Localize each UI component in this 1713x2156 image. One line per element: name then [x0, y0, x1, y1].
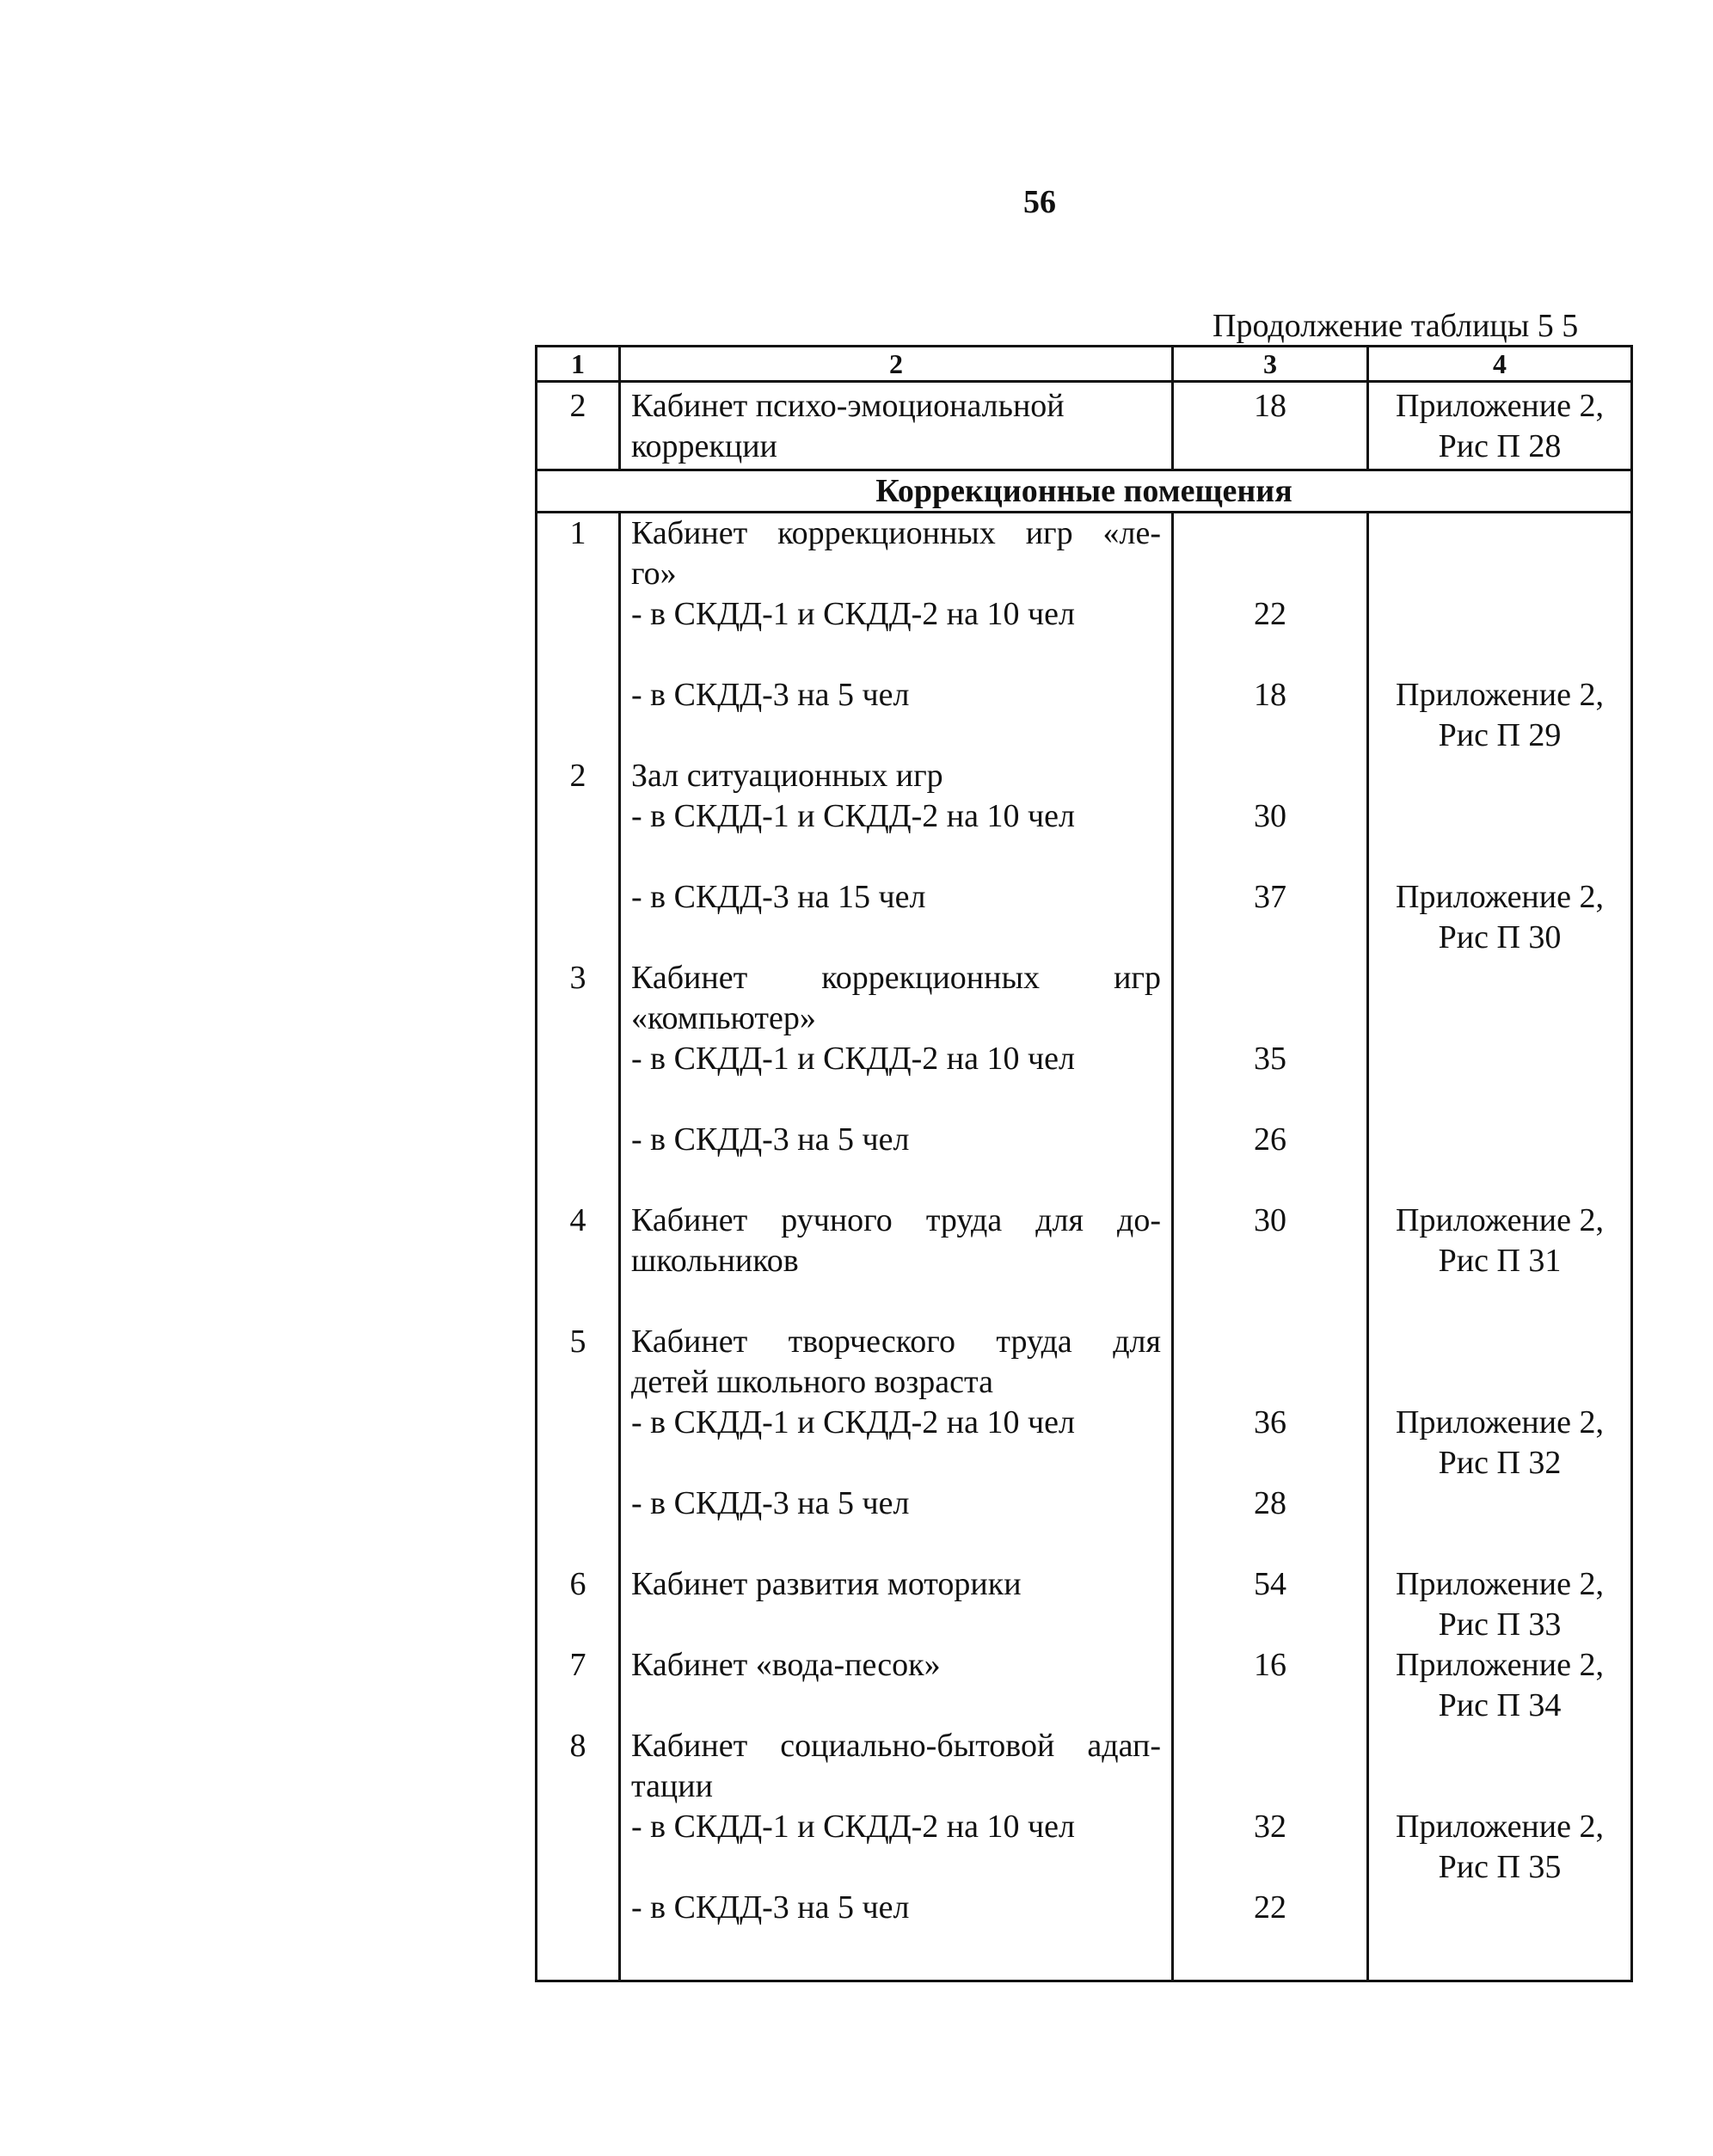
empty-cell	[537, 1362, 620, 1403]
table-row	[537, 594, 1632, 635]
empty-cell	[537, 594, 620, 635]
room-name	[620, 382, 1173, 470]
empty-cell	[1173, 513, 1368, 555]
empty-cell	[1173, 1847, 1368, 1888]
row-number: 7	[537, 1645, 620, 1686]
room-area: 30	[1173, 796, 1368, 837]
room-reference: Рис П 32	[1368, 1443, 1632, 1483]
table-row	[537, 1605, 1632, 1645]
row-number: 2	[537, 382, 620, 470]
empty-cell	[1368, 513, 1632, 555]
empty-cell	[1368, 1483, 1632, 1524]
room-area: 36	[1173, 1403, 1368, 1443]
empty-cell	[537, 1686, 620, 1726]
empty-cell	[537, 1039, 620, 1079]
table-row	[537, 1322, 1632, 1362]
empty-cell	[537, 796, 620, 837]
empty-cell	[1173, 1686, 1368, 1726]
table-row	[537, 1726, 1632, 1766]
room-name-line: коррекции	[631, 428, 777, 464]
room-area: 37	[1173, 877, 1368, 918]
row-number: 2	[537, 756, 620, 796]
header-col-4: 4	[1368, 347, 1632, 382]
reference-line: Рис П 28	[1438, 428, 1562, 464]
empty-cell	[537, 1241, 620, 1281]
room-name: Кабинет ручного труда для до-	[620, 1201, 1173, 1241]
room-name: Зал ситуационных игр	[620, 756, 1173, 796]
empty-cell	[1368, 554, 1632, 594]
row-number: 6	[537, 1564, 620, 1605]
spacer-row	[537, 837, 1632, 877]
spacer-row	[537, 1079, 1632, 1120]
room-name: Кабинет «вода-песок»	[620, 1645, 1173, 1686]
section-title: Коррекционные помещения	[537, 470, 1632, 513]
sub-item: - в СКДД-1 и СКДД-2 на 10 чел	[620, 1807, 1173, 1847]
empty-cell	[1368, 796, 1632, 837]
empty-cell	[620, 918, 1173, 958]
room-name: школьников	[620, 1241, 1173, 1281]
empty-cell	[1368, 1888, 1632, 1928]
empty-cell	[1368, 756, 1632, 796]
table-row	[537, 756, 1632, 796]
table-row	[537, 998, 1632, 1039]
empty-cell	[537, 998, 620, 1039]
rooms-table	[535, 345, 1633, 1982]
room-name: го»	[620, 554, 1173, 594]
room-area: 18	[1173, 675, 1368, 716]
empty-cell	[537, 918, 620, 958]
row-number: 5	[537, 1322, 620, 1362]
empty-cell	[1368, 1322, 1632, 1362]
room-area: 26	[1173, 1120, 1368, 1160]
room-name: Кабинет творческого труда для	[620, 1322, 1173, 1362]
empty-cell	[1173, 958, 1368, 998]
room-reference: Приложение 2,	[1368, 877, 1632, 918]
room-name: «компьютер»	[620, 998, 1173, 1039]
sub-item: - в СКДД-3 на 5 чел	[620, 1483, 1173, 1524]
table-caption: Продолжение таблицы 5 5	[1213, 308, 1579, 344]
empty-cell	[1173, 1726, 1368, 1766]
room-reference	[1368, 382, 1632, 470]
spacer-row	[537, 1160, 1632, 1201]
spacer-row	[537, 1524, 1632, 1564]
empty-cell	[537, 1443, 620, 1483]
table-row	[537, 1686, 1632, 1726]
table-bottom-row	[537, 1928, 1632, 1981]
empty-cell	[1368, 1120, 1632, 1160]
empty-cell	[1173, 554, 1368, 594]
header-col-3: 3	[1173, 347, 1368, 382]
sub-item: - в СКДД-3 на 5 чел	[620, 1120, 1173, 1160]
sub-item: - в СКДД-1 и СКДД-2 на 10 чел	[620, 1403, 1173, 1443]
empty-cell	[537, 1766, 620, 1807]
page-number: 56	[1023, 184, 1056, 220]
table-row	[537, 513, 1632, 555]
empty-cell	[537, 1605, 620, 1645]
empty-cell	[1173, 998, 1368, 1039]
room-reference: Приложение 2,	[1368, 1201, 1632, 1241]
row-number: 3	[537, 958, 620, 998]
table-row	[537, 1120, 1632, 1160]
room-area: 35	[1173, 1039, 1368, 1079]
table-row	[537, 1807, 1632, 1847]
reference-line: Приложение 2,	[1396, 388, 1604, 424]
room-area: 18	[1173, 382, 1368, 470]
empty-cell	[1173, 1241, 1368, 1281]
table-row	[537, 1403, 1632, 1443]
room-name: Кабинет коррекционных игр «ле-	[620, 513, 1173, 555]
empty-cell	[1368, 1726, 1632, 1766]
room-reference: Рис П 29	[1368, 716, 1632, 756]
sub-item: - в СКДД-1 и СКДД-2 на 10 чел	[620, 1039, 1173, 1079]
empty-cell	[537, 1483, 620, 1524]
empty-cell	[1368, 958, 1632, 998]
empty-cell	[620, 1686, 1173, 1726]
table-row	[537, 958, 1632, 998]
table-row	[537, 1201, 1632, 1241]
table-row	[537, 1888, 1632, 1928]
header-row	[537, 347, 1632, 382]
table-row	[537, 1645, 1632, 1686]
sub-item: - в СКДД-1 и СКДД-2 на 10 чел	[620, 796, 1173, 837]
room-reference: Рис П 30	[1368, 918, 1632, 958]
room-area: 54	[1173, 1564, 1368, 1605]
table-row	[537, 1564, 1632, 1605]
empty-cell	[1173, 918, 1368, 958]
empty-cell	[620, 1847, 1173, 1888]
empty-cell	[1173, 1322, 1368, 1362]
empty-cell	[1173, 1766, 1368, 1807]
header-col-2: 2	[620, 347, 1173, 382]
sub-item: - в СКДД-3 на 5 чел	[620, 1888, 1173, 1928]
table-row	[537, 877, 1632, 918]
room-reference: Рис П 33	[1368, 1605, 1632, 1645]
room-reference: Рис П 34	[1368, 1686, 1632, 1726]
room-reference: Рис П 35	[1368, 1847, 1632, 1888]
room-reference: Приложение 2,	[1368, 675, 1632, 716]
room-name: Кабинет коррекционных игр	[620, 958, 1173, 998]
room-area: 22	[1173, 1888, 1368, 1928]
empty-cell	[1368, 594, 1632, 635]
empty-cell	[537, 1888, 620, 1928]
sub-item: - в СКДД-3 на 5 чел	[620, 675, 1173, 716]
room-name: детей школьного возраста	[620, 1362, 1173, 1403]
empty-cell	[537, 1847, 620, 1888]
table-row	[537, 1443, 1632, 1483]
empty-cell	[1368, 998, 1632, 1039]
spacer-row	[537, 635, 1632, 675]
empty-cell	[537, 554, 620, 594]
table-row	[537, 1847, 1632, 1888]
row-number: 8	[537, 1726, 620, 1766]
room-area: 16	[1173, 1645, 1368, 1686]
empty-cell	[1368, 1039, 1632, 1079]
empty-cell	[620, 1605, 1173, 1645]
room-area: 28	[1173, 1483, 1368, 1524]
empty-cell	[620, 716, 1173, 756]
empty-cell	[1368, 1766, 1632, 1807]
table-row	[537, 554, 1632, 594]
room-name: Кабинет социально-бытовой адап-	[620, 1726, 1173, 1766]
empty-cell	[1173, 1605, 1368, 1645]
room-name: Кабинет развития моторики	[620, 1564, 1173, 1605]
sub-item: - в СКДД-1 и СКДД-2 на 10 чел	[620, 594, 1173, 635]
header-col-1: 1	[537, 347, 620, 382]
room-name-line: Кабинет психо-эмоциональной	[631, 388, 1065, 424]
table-row	[537, 716, 1632, 756]
empty-cell	[1173, 716, 1368, 756]
empty-cell	[537, 1807, 620, 1847]
table-row	[537, 918, 1632, 958]
empty-cell	[537, 1120, 620, 1160]
sub-item: - в СКДД-3 на 15 чел	[620, 877, 1173, 918]
room-reference: Приложение 2,	[1368, 1564, 1632, 1605]
room-reference: Приложение 2,	[1368, 1403, 1632, 1443]
empty-cell	[1173, 1362, 1368, 1403]
table-row	[537, 1766, 1632, 1807]
table-row	[537, 382, 1632, 470]
room-reference: Рис П 31	[1368, 1241, 1632, 1281]
room-area: 30	[1173, 1201, 1368, 1241]
section-row	[537, 470, 1632, 513]
table-row	[537, 1483, 1632, 1524]
table-row	[537, 1362, 1632, 1403]
empty-cell	[537, 1403, 620, 1443]
room-area: 22	[1173, 594, 1368, 635]
empty-cell	[1173, 756, 1368, 796]
empty-cell	[537, 877, 620, 918]
empty-cell	[1368, 1362, 1632, 1403]
room-reference: Приложение 2,	[1368, 1645, 1632, 1686]
empty-cell	[1173, 1443, 1368, 1483]
room-reference: Приложение 2,	[1368, 1807, 1632, 1847]
row-number: 1	[537, 513, 620, 555]
table-row	[537, 675, 1632, 716]
spacer-row	[537, 1281, 1632, 1322]
room-area: 32	[1173, 1807, 1368, 1847]
empty-cell	[537, 675, 620, 716]
row-number: 4	[537, 1201, 620, 1241]
empty-cell	[537, 716, 620, 756]
table-row	[537, 1241, 1632, 1281]
empty-cell	[620, 1443, 1173, 1483]
room-name: тации	[620, 1766, 1173, 1807]
table-row	[537, 1039, 1632, 1079]
table-row	[537, 796, 1632, 837]
